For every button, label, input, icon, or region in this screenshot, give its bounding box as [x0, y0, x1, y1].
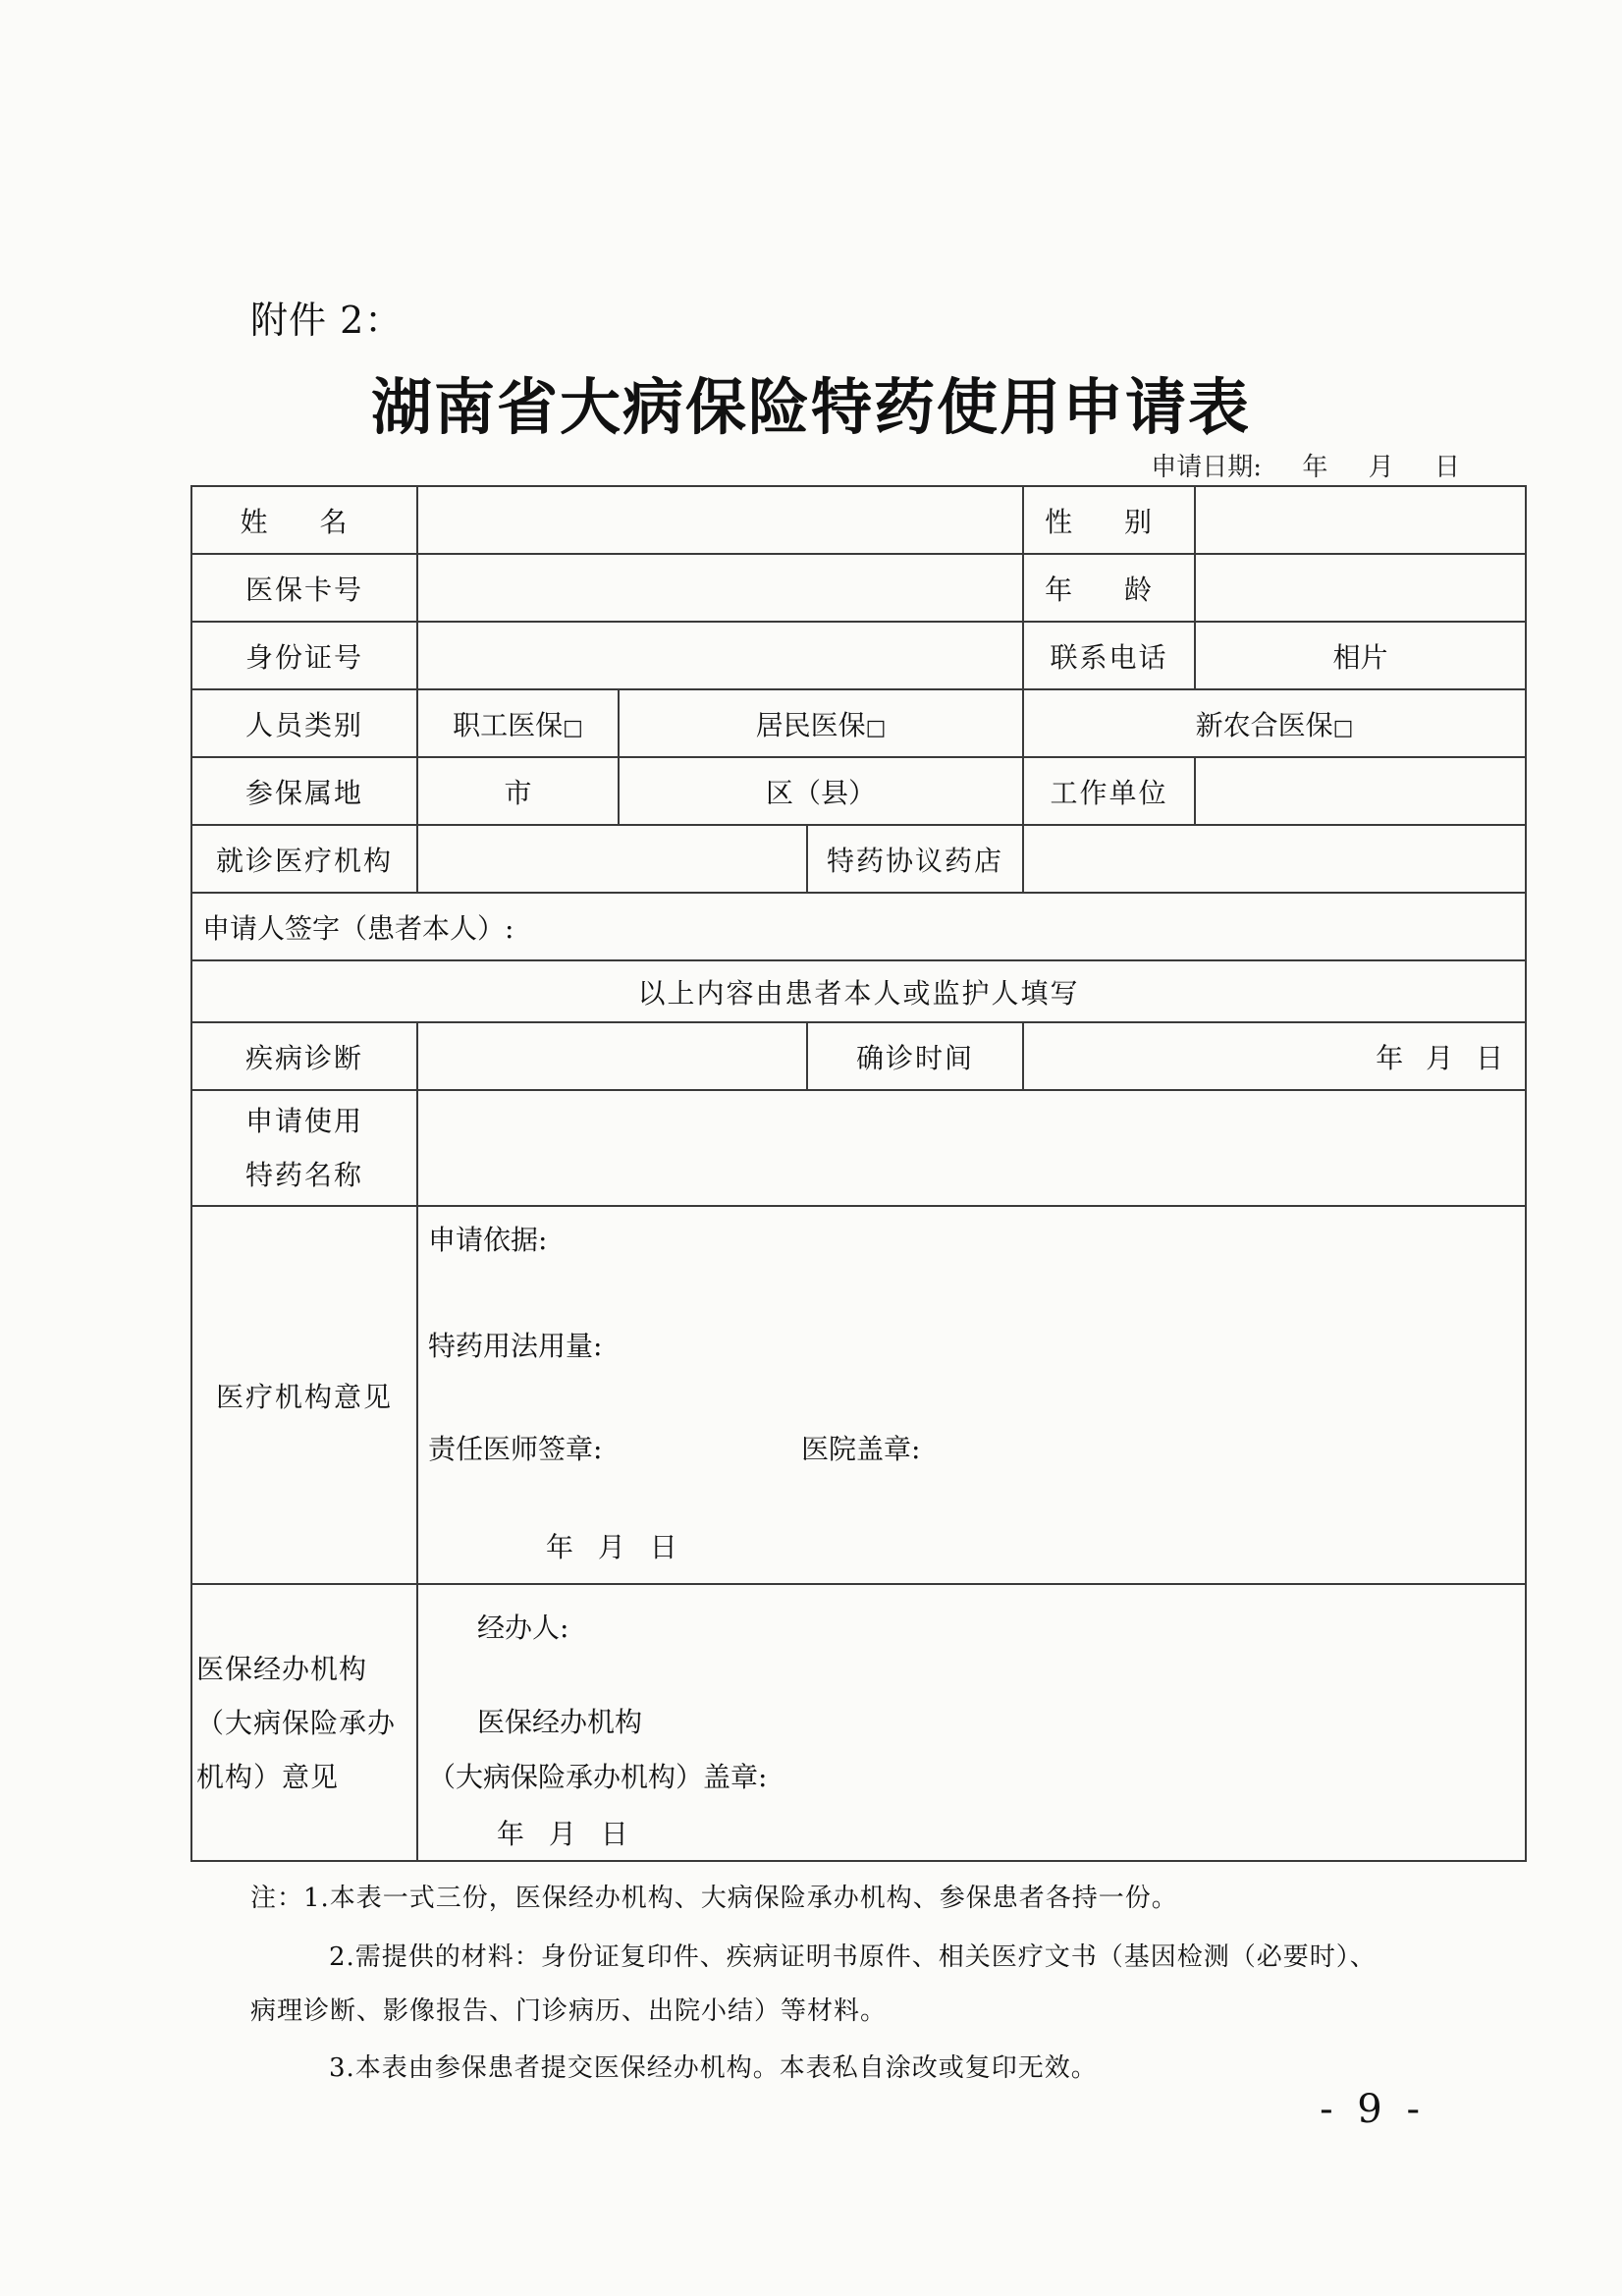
- phone-photo-cell[interactable]: [1195, 622, 1526, 689]
- employer-label: 工作单位: [1023, 757, 1195, 825]
- pharmacy-field[interactable]: [1023, 825, 1526, 893]
- applicant-signature[interactable]: 申请人签字（患者本人）:: [191, 893, 1526, 960]
- category-label: 人员类别: [191, 689, 417, 757]
- gender-field[interactable]: [1195, 486, 1526, 554]
- district-field[interactable]: [619, 757, 1023, 825]
- worker-option-label: 职工医保: [453, 708, 564, 741]
- form-title: 湖南省大病保险特药使用申请表: [370, 371, 1251, 443]
- name-label: 姓 名: [191, 486, 417, 554]
- rural-option-label: 新农合医保: [1195, 708, 1333, 741]
- employer-field[interactable]: [1195, 757, 1526, 825]
- worker-option[interactable]: [417, 689, 619, 757]
- agency-date: 年 月 日: [497, 1818, 628, 1850]
- inst-date: 年 月 日: [546, 1531, 677, 1563]
- age-field[interactable]: [1195, 554, 1526, 622]
- inst-opinion-field[interactable]: [417, 1206, 1526, 1584]
- note-3: 3.本表由参保患者提交医保经办机构。本表私自涂改或复印无效。: [329, 2053, 1098, 2083]
- handler-label: 经办人:: [477, 1612, 569, 1644]
- pharmacy-label: 特药协议药店: [807, 825, 1023, 893]
- id-field[interactable]: [417, 622, 1023, 689]
- inst-opinion-label: 医疗机构意见: [191, 1206, 417, 1584]
- district-label: 区（县）: [766, 776, 877, 809]
- resident-checkbox[interactable]: □: [865, 715, 887, 740]
- drug-label: [191, 1090, 417, 1206]
- agency-stamp-line1: 医保经办机构: [477, 1706, 643, 1738]
- page-number: - 9 -: [1320, 2087, 1426, 2132]
- hospital-field[interactable]: [417, 825, 807, 893]
- confirm-date[interactable]: 年 月 日: [1023, 1022, 1526, 1090]
- agency-stamp-line2: （大病保险承办机构）盖章:: [428, 1761, 768, 1793]
- basis-label: 申请依据:: [428, 1224, 548, 1256]
- hospital-label: 就诊医疗机构: [191, 825, 417, 893]
- dosage-label: 特药用法用量:: [428, 1330, 603, 1362]
- photo-label: 相片: [1332, 640, 1388, 674]
- rural-checkbox[interactable]: □: [1332, 715, 1354, 740]
- application-form: [190, 485, 1527, 1862]
- gender-label: 性 别: [1023, 486, 1195, 554]
- hospital-stamp-label: 医院盖章:: [801, 1433, 921, 1465]
- phone-label: 联系电话: [1023, 622, 1195, 689]
- card-field[interactable]: [417, 554, 1023, 622]
- city-field[interactable]: [417, 757, 619, 825]
- id-label: 身份证号: [191, 622, 417, 689]
- note-1: 注：1.本表一式三份，医保经办机构、大病保险承办机构、参保患者各持一份。: [250, 1884, 1178, 1913]
- confirm-time-label: 确诊时间: [807, 1022, 1023, 1090]
- region-label: 参保属地: [191, 757, 417, 825]
- resident-option[interactable]: [619, 689, 1023, 757]
- name-field[interactable]: [417, 486, 1023, 554]
- resident-option-label: 居民医保: [755, 708, 866, 741]
- drug-label-line1: 申请使用: [244, 1105, 363, 1137]
- age-label: 年 龄: [1023, 554, 1195, 622]
- note-2b: 病理诊断、影像报告、门诊病历、出院小结）等材料。: [250, 1996, 888, 2026]
- card-label: 医保卡号: [191, 554, 417, 622]
- worker-checkbox[interactable]: □: [563, 715, 583, 740]
- fill-note: 以上内容由患者本人或监护人填写: [191, 960, 1526, 1022]
- drug-label-line2: 特药名称: [244, 1159, 363, 1191]
- drug-field[interactable]: [417, 1090, 1526, 1206]
- agency-label: 医保经办机构（大病保险承办机构）意见: [191, 1584, 417, 1861]
- diagnosis-label: 疾病诊断: [191, 1022, 417, 1090]
- note-2a: 2.需提供的材料：身份证复印件、疾病证明书原件、相关医疗文书（基因检测（必要时）、: [329, 1942, 1377, 1972]
- attachment-label: 附件 2：: [250, 299, 404, 342]
- apply-date: 申请日期: 年 月 日: [1151, 453, 1460, 482]
- rural-option[interactable]: [1023, 689, 1526, 757]
- agency-opinion-field[interactable]: [417, 1584, 1526, 1861]
- diagnosis-field[interactable]: [417, 1022, 807, 1090]
- city-label: 市: [504, 776, 532, 809]
- doctor-sign-label: 责任医师签章:: [428, 1433, 603, 1465]
